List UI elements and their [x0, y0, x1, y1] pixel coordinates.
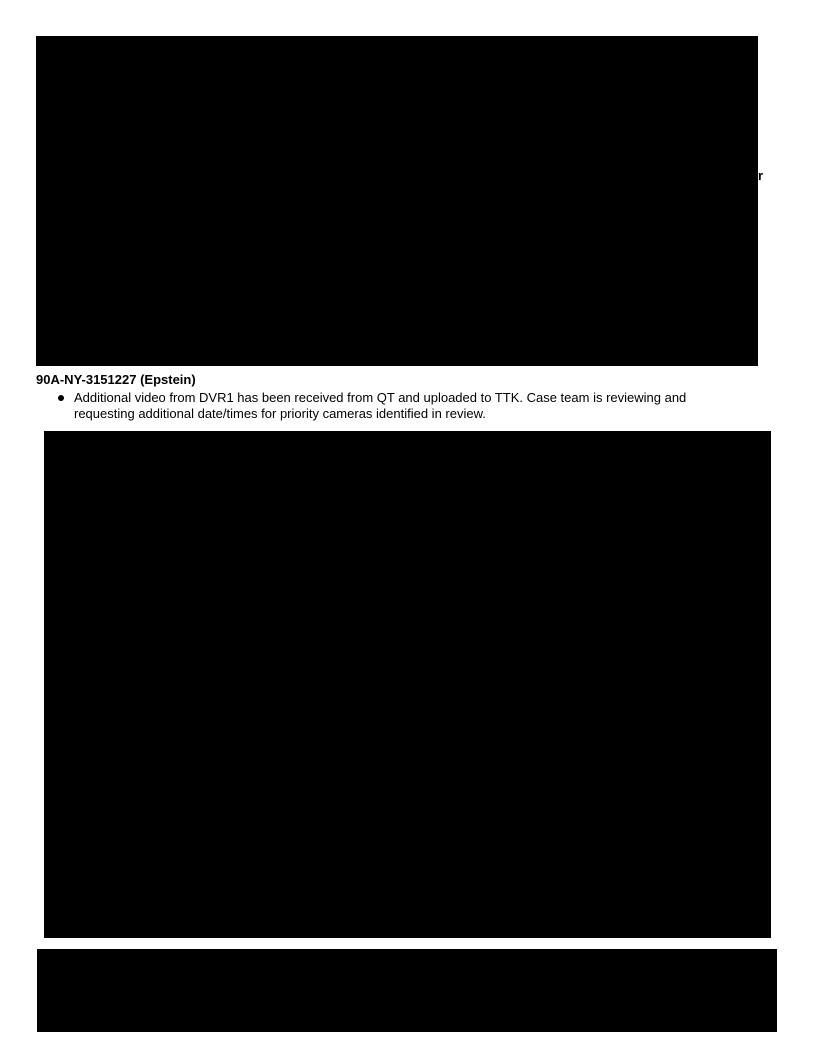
case-heading: 90A-NY-3151227 (Epstein)	[36, 372, 196, 387]
bullet-text-line: Additional video from DVR1 has been received from QT and uploaded to TTK. Case team is reviewing and	[74, 390, 687, 405]
partially-redacted-text: r	[758, 168, 764, 183]
redaction-block	[37, 949, 777, 1032]
bullet-list	[55, 390, 775, 422]
bullet-icon	[58, 395, 64, 401]
bullet-text-line: requesting additional date/times for priority cameras identified in review.	[74, 406, 486, 421]
list-item	[55, 390, 775, 422]
redaction-block	[44, 431, 771, 938]
redaction-block	[36, 36, 758, 366]
